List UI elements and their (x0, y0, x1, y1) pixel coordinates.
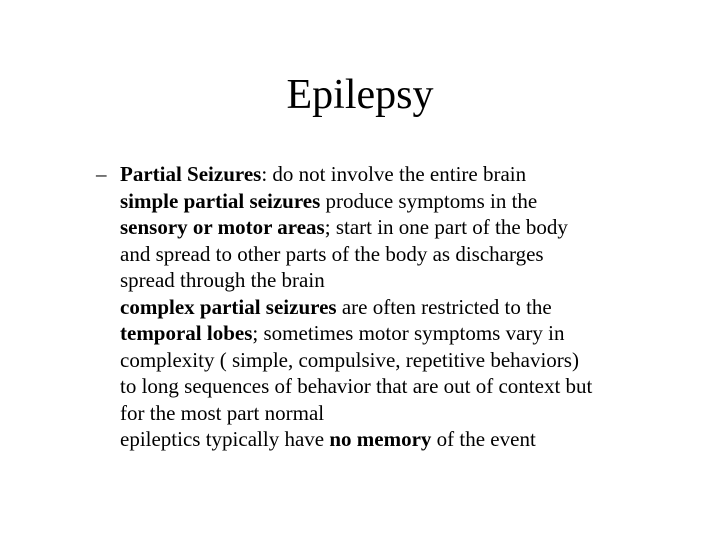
text-line (120, 320, 680, 347)
bold-term: sensory or motor areas (120, 215, 325, 239)
text-line (120, 426, 680, 453)
text-line (120, 214, 680, 241)
text-segment: ; sometimes motor symptoms vary in (252, 321, 565, 345)
text-line (120, 188, 680, 215)
text-segment: : do not involve the entire brain (261, 162, 527, 186)
text-line (120, 267, 680, 294)
bullet-dash: – (96, 162, 107, 186)
text-line (120, 347, 680, 374)
bold-term: complex partial seizures (120, 294, 337, 319)
text-line (120, 294, 680, 321)
text-line (120, 400, 680, 427)
text-segment: and spread to other parts of the body as discharges (120, 241, 544, 266)
slide-body (120, 161, 680, 453)
text-segment: spread through the brain (120, 268, 325, 292)
slide-title: Epilepsy (286, 72, 434, 118)
bold-term: no memory (329, 427, 432, 451)
text-segment: complexity ( simple, compulsive, repetitive behaviors) (120, 347, 579, 372)
text-segment: produce symptoms in the (320, 188, 538, 213)
bold-term: Partial Seizures (120, 162, 262, 186)
text-segment: are often restricted to the (336, 294, 552, 319)
text-segment: to long sequences of behavior that are out of context but (120, 374, 593, 398)
bold-term: temporal lobes (120, 321, 253, 345)
text-line (120, 373, 680, 400)
text-line (120, 161, 680, 188)
text-segment: for the most part normal (120, 400, 325, 425)
text-segment: ; start in one part of the body (324, 215, 568, 239)
bold-term: simple partial seizures (120, 188, 321, 213)
text-segment: of the event (431, 427, 536, 451)
text-segment: epileptics typically have (120, 427, 330, 451)
text-line (120, 241, 680, 268)
